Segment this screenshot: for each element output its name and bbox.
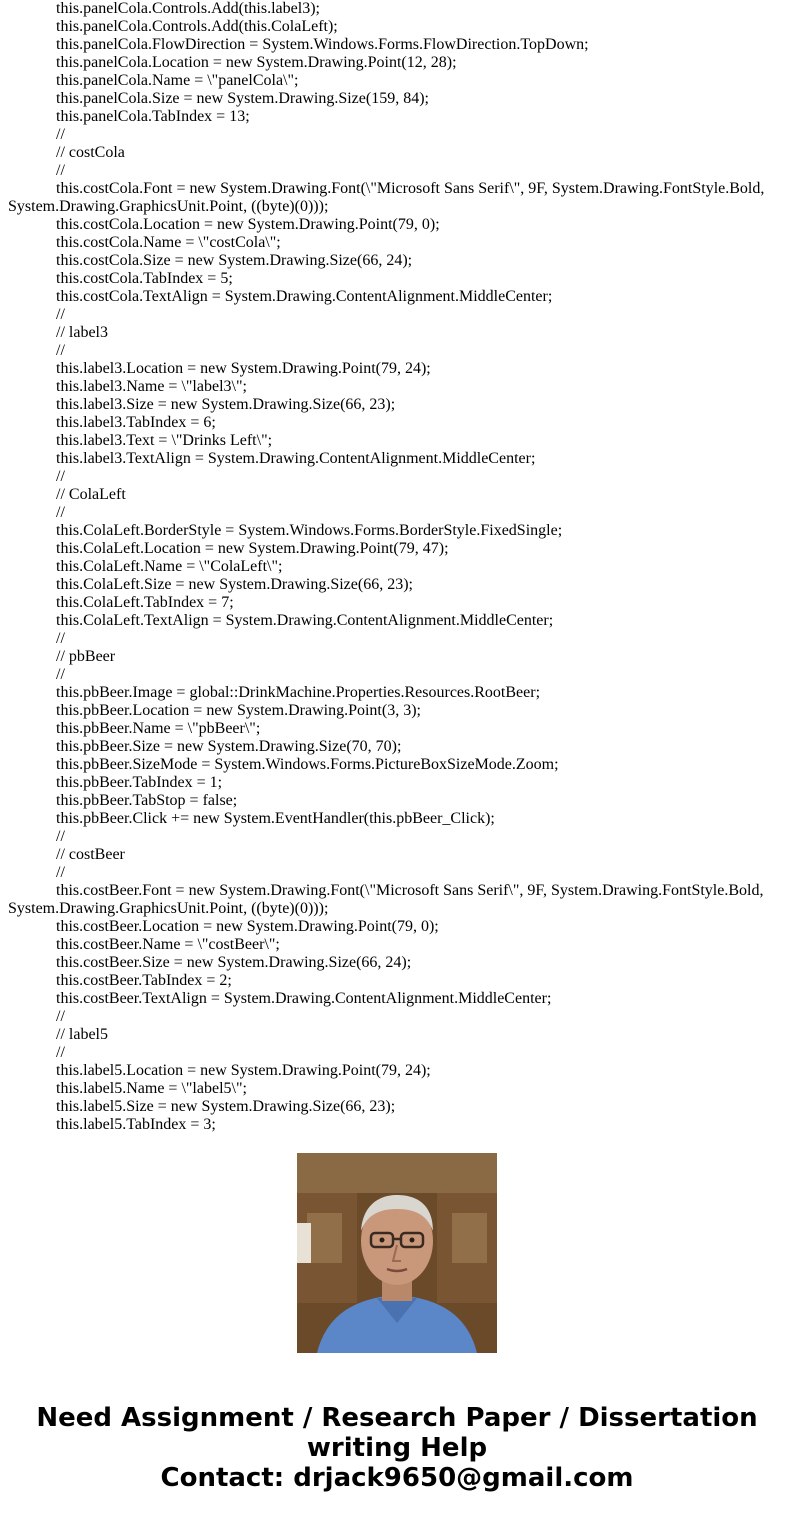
code-line: this.ColaLeft.TextAlign = System.Drawing.ContentAlignment.MiddleCenter; <box>56 612 554 629</box>
code-line: // <box>56 630 65 647</box>
code-line: this.pbBeer.SizeMode = System.Windows.Forms.PictureBoxSizeMode.Zoom; <box>56 756 559 773</box>
code-line: this.label5.TabIndex = 3; <box>56 1116 216 1133</box>
code-line: this.ColaLeft.TabIndex = 7; <box>56 594 234 611</box>
code-line: this.label5.Location = new System.Drawing.Point(79, 24); <box>56 1062 431 1079</box>
code-line: this.costCola.Size = new System.Drawing.Size(66, 24); <box>56 252 413 269</box>
code-line: this.panelCola.Size = new System.Drawing.Size(159, 84); <box>56 90 429 107</box>
code-line: // costCola <box>56 144 125 161</box>
banner-line-3: Contact: drjack9650@gmail.com <box>160 1463 634 1493</box>
code-line: this.costBeer.Location = new System.Drawing.Point(79, 0); <box>56 918 439 935</box>
code-line: // <box>56 666 65 683</box>
code-line: this.costBeer.Name = \"costBeer\"; <box>56 936 280 953</box>
code-line: // pbBeer <box>56 648 116 665</box>
code-line: this.label3.Text = \"Drinks Left\"; <box>56 432 273 449</box>
code-line: this.pbBeer.Size = new System.Drawing.Size(70, 70); <box>56 738 402 755</box>
code-line: this.label5.Name = \"label5\"; <box>56 1080 247 1097</box>
code-line: System.Drawing.GraphicsUnit.Point, ((byte)(0))); <box>8 900 329 917</box>
code-line: this.costCola.TabIndex = 5; <box>56 270 233 287</box>
code-line: this.panelCola.Controls.Add(this.label3); <box>56 0 320 17</box>
code-line: // <box>56 504 65 521</box>
code-line: this.pbBeer.Name = \"pbBeer\"; <box>56 720 261 737</box>
banner-line-2: writing Help <box>306 1433 488 1463</box>
code-line: // <box>56 1008 65 1025</box>
code-line: this.ColaLeft.Name = \"ColaLeft\"; <box>56 558 283 575</box>
code-line: this.pbBeer.Image = global::DrinkMachine.Properties.Resources.RootBeer; <box>56 684 541 701</box>
code-line: this.panelCola.TabIndex = 13; <box>56 108 250 125</box>
code-line: this.costCola.TextAlign = System.Drawing.ContentAlignment.MiddleCenter; <box>56 288 553 305</box>
code-line: // <box>56 306 65 323</box>
code-line: this.label5.Size = new System.Drawing.Size(66, 23); <box>56 1098 396 1115</box>
code-line: this.pbBeer.TabStop = false; <box>56 792 238 809</box>
code-line: // <box>56 1044 65 1061</box>
banner-line-1: Need Assignment / Research Paper / Dissertation <box>36 1403 758 1433</box>
person-photo-icon <box>297 1153 497 1353</box>
code-line: this.panelCola.Controls.Add(this.ColaLeft); <box>56 18 338 35</box>
code-line: this.costCola.Font = new System.Drawing.Font(\"Microsoft Sans Serif\", 9F, System.Drawing.FontStyle.Bold, <box>56 180 765 197</box>
code-line: System.Drawing.GraphicsUnit.Point, ((byte)(0))); <box>8 198 329 215</box>
code-line: // costBeer <box>56 846 125 863</box>
code-line: this.label3.TabIndex = 6; <box>56 414 216 431</box>
code-line: this.label3.TextAlign = System.Drawing.ContentAlignment.MiddleCenter; <box>56 450 536 467</box>
code-line: this.costBeer.Size = new System.Drawing.Size(66, 24); <box>56 954 412 971</box>
code-line: // ColaLeft <box>56 486 126 503</box>
code-line: this.pbBeer.TabIndex = 1; <box>56 774 223 791</box>
code-line: // <box>56 162 65 179</box>
code-line: this.panelCola.FlowDirection = System.Windows.Forms.FlowDirection.TopDown; <box>56 36 589 53</box>
code-line: this.label3.Location = new System.Drawing.Point(79, 24); <box>56 360 431 377</box>
code-line: this.panelCola.Location = new System.Drawing.Point(12, 28); <box>56 54 457 71</box>
code-line: // <box>56 828 65 845</box>
code-line: this.costCola.Name = \"costCola\"; <box>56 234 281 251</box>
contact-banner <box>0 1403 794 1493</box>
presenter-avatar <box>297 1153 497 1353</box>
code-line: this.label3.Name = \"label3\"; <box>56 378 247 395</box>
code-line: this.costBeer.TextAlign = System.Drawing.ContentAlignment.MiddleCenter; <box>56 990 552 1007</box>
code-line: // label5 <box>56 1026 108 1043</box>
code-line: this.pbBeer.Location = new System.Drawing.Point(3, 3); <box>56 702 421 719</box>
code-line: this.ColaLeft.Location = new System.Drawing.Point(79, 47); <box>56 540 449 557</box>
code-line: this.ColaLeft.Size = new System.Drawing.Size(66, 23); <box>56 576 413 593</box>
code-line: // label3 <box>56 324 108 341</box>
code-line: // <box>56 342 65 359</box>
code-line: // <box>56 126 65 143</box>
code-line: this.label3.Size = new System.Drawing.Size(66, 23); <box>56 396 396 413</box>
code-line: // <box>56 864 65 881</box>
code-line: this.pbBeer.Click += new System.EventHandler(this.pbBeer_Click); <box>56 810 495 827</box>
code-line: this.costCola.Location = new System.Drawing.Point(79, 0); <box>56 216 440 233</box>
code-line: this.panelCola.Name = \"panelCola\"; <box>56 72 299 89</box>
code-line: this.ColaLeft.BorderStyle = System.Windows.Forms.BorderStyle.FixedSingle; <box>56 522 563 539</box>
code-line: this.costBeer.TabIndex = 2; <box>56 972 232 989</box>
code-line: // <box>56 468 65 485</box>
code-line: this.costBeer.Font = new System.Drawing.Font(\"Microsoft Sans Serif\", 9F, System.Drawing.FontStyle.Bold, <box>56 882 764 899</box>
